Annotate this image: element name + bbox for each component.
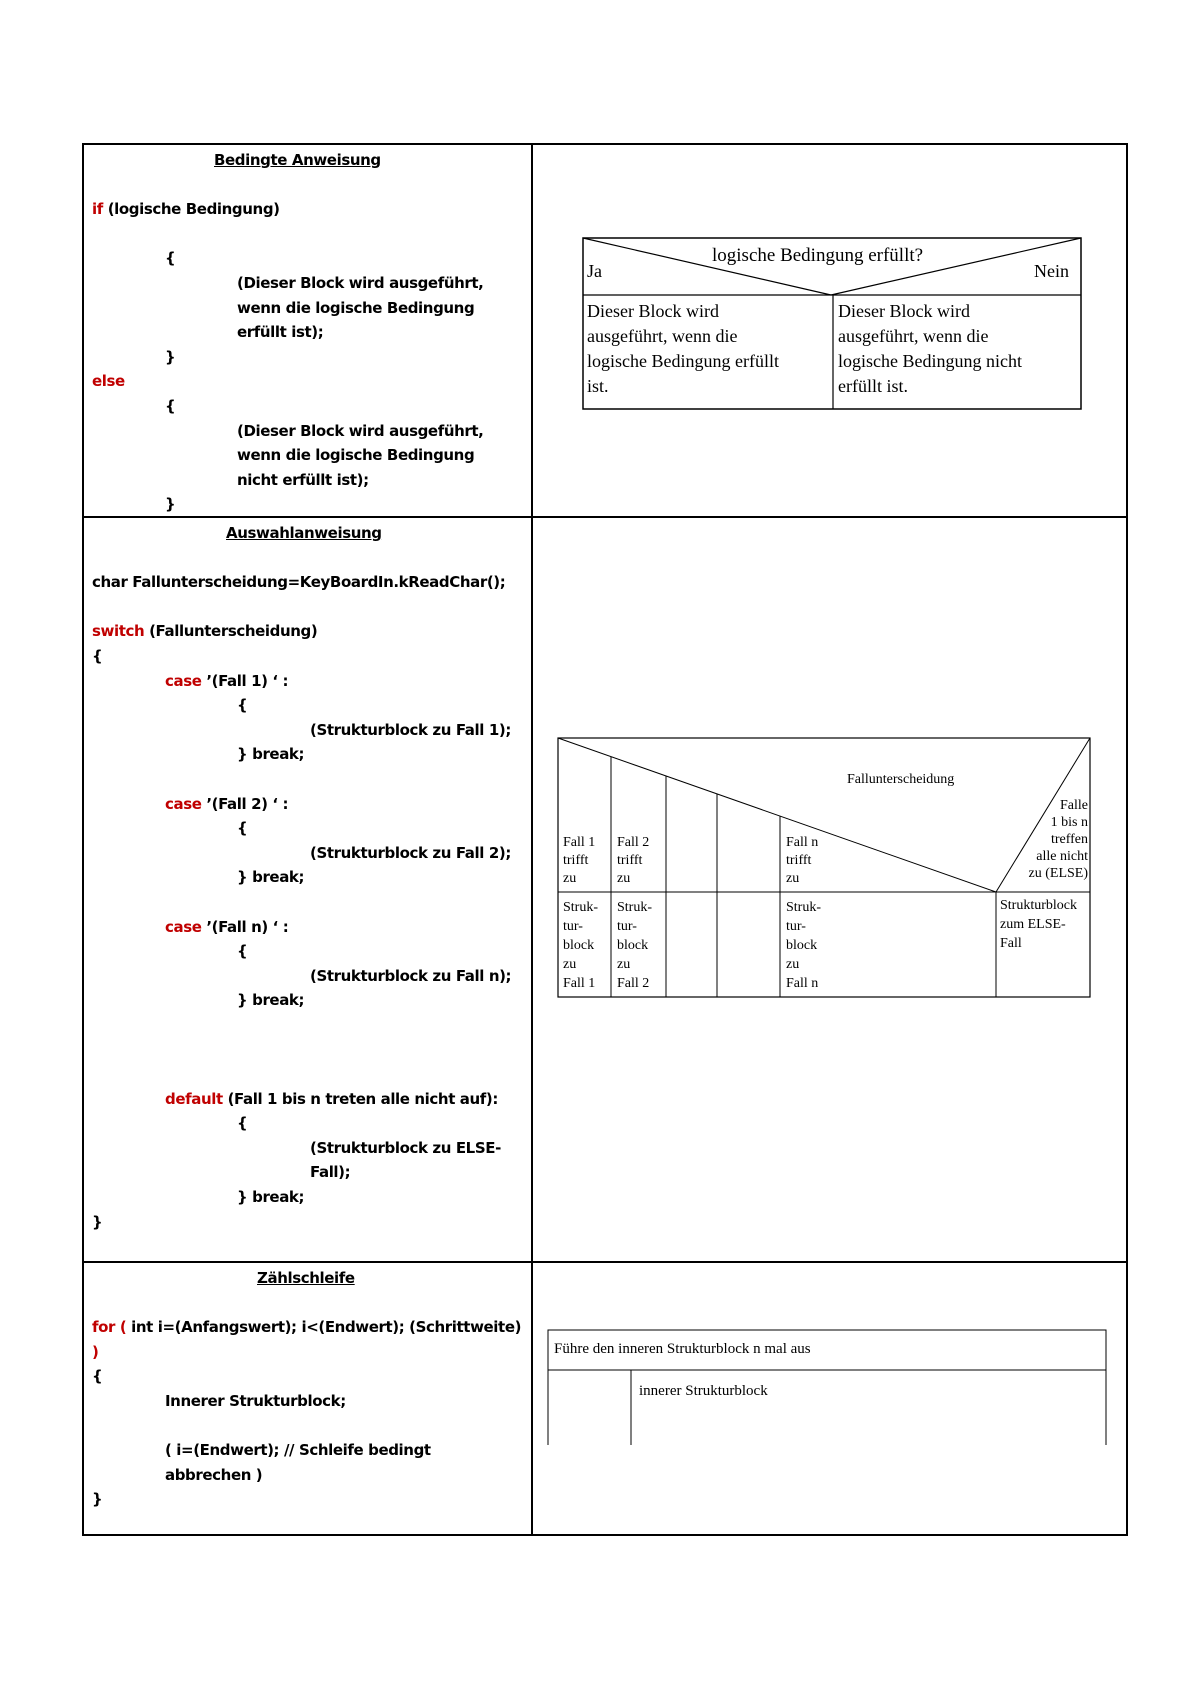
block1-4: zu [563,957,577,972]
for-body: Innerer Strukturblock; [165,1391,346,1410]
casen-cond-2: trifft [786,853,812,868]
block2-2: tur- [617,919,637,934]
if-close-brace: } [165,347,176,366]
else-open-brace: { [165,396,176,415]
diagram-no-block-1: Dieser Block wird [838,301,970,321]
column-divider [531,145,533,1534]
else-cond-4: alle nicht [1036,849,1088,864]
blockn-3: block [786,938,818,953]
if-true-line-3: erfüllt ist); [237,323,324,342]
for-section-title: Zählschleife [257,1269,355,1287]
casen-cond-1: Fall n [786,835,819,850]
default-body-1: (Strukturblock zu ELSE- [310,1138,501,1157]
block2-4: zu [617,957,631,972]
case2-body: (Strukturblock zu Fall 2); [310,843,511,862]
blockn-1: Struk- [786,900,821,915]
blockn-4: zu [786,957,800,972]
else-line-1: (Dieser Block wird ausgeführt, [237,421,484,440]
diagram-yes-block-1: Dieser Block wird [587,301,719,321]
case2-open-brace: { [237,819,248,838]
casen-cond-3: zu [786,871,800,886]
block2-5: Fall 2 [617,976,650,991]
case2-cond-1: Fall 2 [617,835,650,850]
case2-cond-2: trifft [617,853,643,868]
for-diagram-inner: innerer Strukturblock [639,1383,768,1399]
row-divider-1 [84,516,1126,518]
if-true-line-1: (Dieser Block wird ausgeführt, [237,273,484,292]
for-close-brace: } [92,1490,103,1509]
else-line-3: nicht erfüllt ist); [237,470,369,489]
block2-1: Struk- [617,900,652,915]
default-body-2: Fall); [310,1163,351,1182]
case1-keyword: case [165,671,202,690]
case2-break: } break; [237,868,305,887]
else-close-brace: } [165,495,176,514]
default-open-brace: { [237,1114,248,1133]
diagram-question: logische Bedingung erfüllt? [712,245,924,266]
block1-1: Struk- [563,900,598,915]
case1-cond-3: zu [563,871,577,886]
diagram-no-label: Nein [1034,261,1069,281]
for-header: int i=(Anfangswert); i<(Endwert); (Schrittweite) [126,1318,522,1337]
diagram-yes-block-2: ausgeführt, wenn die [587,326,738,346]
if-section-title: Bedingte Anweisung [214,151,381,169]
diagram-no-block-3: logische Bedingung nicht [838,351,1022,371]
for-open-brace: { [92,1367,103,1386]
default-label: (Fall 1 bis n treten alle nicht auf): [222,1089,498,1108]
case2-keyword: case [165,794,202,813]
document-table [82,143,1128,1536]
if-true-line-2: wenn die logische Bedingung [237,298,475,317]
else-keyword: else [92,372,125,391]
if-keyword: if [92,200,103,219]
diagram-no-block-4: erfüllt ist. [838,376,908,396]
diagram-yes-label: Ja [587,261,602,281]
block-else-2: zum ELSE- [1000,917,1066,932]
else-cond-5: zu (ELSE) [1028,866,1088,881]
block-else-3: Fall [1000,936,1022,951]
diagram-no-block-2: ausgeführt, wenn die [838,326,989,346]
casen-body: (Strukturblock zu Fall n); [310,966,512,985]
diagram-yes-block-4: ist. [587,376,609,396]
case1-label: ’(Fall 1) ‘ : [201,671,289,690]
case1-cond-2: trifft [563,853,589,868]
switch-diagram [557,737,1093,1001]
casen-keyword: case [165,917,202,936]
switch-section-title: Auswahlanweisung [226,524,382,542]
default-break: } break; [237,1188,305,1207]
for-break-line-2: abbrechen ) [165,1465,263,1484]
block2-3: block [617,938,649,953]
blockn-2: tur- [786,919,806,934]
blockn-5: Fall n [786,976,819,991]
default-keyword: default [165,1089,223,1108]
else-cond-3: treffen [1050,832,1088,847]
casen-open-brace: { [237,942,248,961]
switch-open-brace: { [92,646,103,665]
if-condition: (logische Bedingung) [102,200,280,219]
diagram-yes-block-3: logische Bedingung erfüllt [587,351,779,371]
block1-5: Fall 1 [563,976,596,991]
if-open-brace: { [165,249,176,268]
case1-break: } break; [237,745,305,764]
case1-cond-1: Fall 1 [563,835,596,850]
block-else-1: Strukturblock [1000,898,1077,913]
block1-2: tur- [563,919,583,934]
case2-cond-3: zu [617,871,631,886]
case2-label: ’(Fall 2) ‘ : [201,794,289,813]
if-else-diagram [582,237,1084,417]
for-close-paren: ) [92,1342,99,1361]
switch-expression: (Fallunterscheidung) [144,622,318,641]
else-line-2: wenn die logische Bedingung [237,446,475,465]
row-divider-2 [84,1261,1126,1263]
else-cond-2: 1 bis n [1050,815,1088,830]
switch-close-brace: } [92,1212,103,1231]
else-cond-1: Falle [1060,798,1088,813]
switch-diagram-label: Fallunterscheidung [847,772,955,787]
casen-break: } break; [237,991,305,1010]
for-keyword: for ( [92,1318,127,1337]
for-break-line-1: ( i=(Endwert); // Schleife bedingt [165,1441,431,1460]
case1-body: (Strukturblock zu Fall 1); [310,720,511,739]
case1-open-brace: { [237,696,248,715]
switch-declaration: char Fallunterscheidung=KeyBoardIn.kReadChar(); [92,573,506,592]
casen-label: ’(Fall n) ‘ : [201,917,289,936]
for-loop-diagram [547,1329,1107,1447]
block1-3: block [563,938,595,953]
switch-keyword: switch [92,622,145,641]
for-diagram-header: Führe den inneren Strukturblock n mal aus [554,1341,811,1357]
